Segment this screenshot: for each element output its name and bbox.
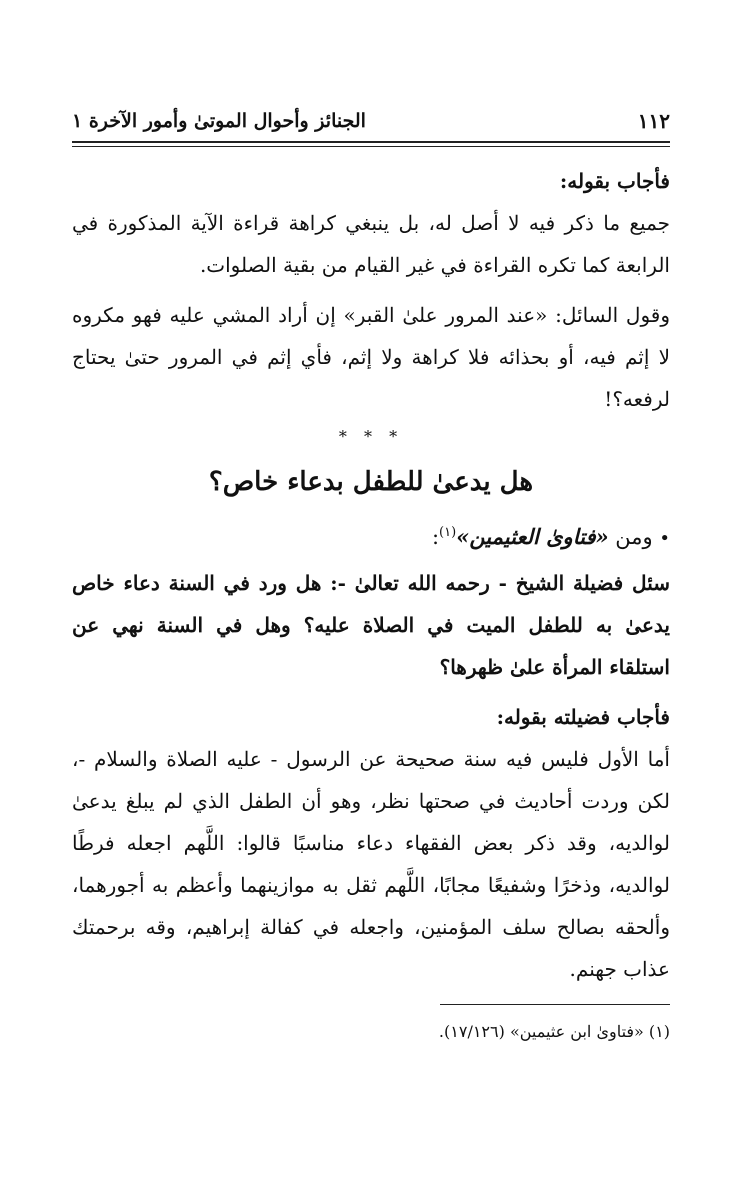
answer-label-2: فأجاب فضيلته بقوله: xyxy=(496,705,670,729)
footnote-marker: (١) xyxy=(439,525,457,540)
source-colon: : xyxy=(431,525,440,549)
answer-text: أما الأول فليس فيه سنة صحيحة عن الرسول - عليه الصلاة والسلام -، لكن وردت أحاديث في صحتها نظر، وهو أن الطفل الذي لم يبلغ يدعىٰ لوالديه، وقد ذكر بعض الفقهاء دعاء مناسبًا قالوا: اللَّهم اجعله فرطًا لوالديه، وذخرًا وشفيعًا مجابًا، اللَّهم ثقل به موازينهما وأعظم به أجورهما، وألحقه بصالح سلف المؤمنين، واجعله في كفالة إبراهيم، وقه برحمتك عذاب جهنم. xyxy=(72,747,670,981)
page-header xyxy=(72,104,670,138)
spacer xyxy=(72,688,670,696)
section-heading: هل يدعىٰ للطفل بدعاء خاص؟ xyxy=(208,467,534,497)
footnote-rule xyxy=(440,1004,670,1005)
source-name: «فتاوىٰ العثيمين» xyxy=(456,524,609,549)
answer-label-1: فأجاب بقوله: xyxy=(559,169,670,193)
spacer xyxy=(72,286,670,294)
page-number: ١١٢ xyxy=(637,109,670,133)
paragraph-2: وقول السائل: «عند المرور علىٰ القبر» إن أراد المشي عليه فهو مكروه لا إثم فيه، أو بحذائه فلا كراهة ولا إثم، فأي إثم في المرور حتىٰ يحتاج لرفعه؟! xyxy=(72,303,670,411)
footnote: (١) «فتاوىٰ ابن عثيمين» (١٧/١٢٦). xyxy=(438,1022,670,1041)
bullet-icon: • xyxy=(659,528,670,549)
header-rule-thin xyxy=(72,146,670,147)
paragraph-1: جميع ما ذكر فيه لا أصل له، بل ينبغي كراهة قراءة الآية المذكورة في الرابعة كما تكره القراءة في غير القيام من بقية الصلوات. xyxy=(72,211,670,277)
page-body xyxy=(72,160,670,1045)
question-text: سئل فضيلة الشيخ - رحمه الله تعالىٰ -: هل ورد في السنة دعاء خاص يدعىٰ به للطفل الميت في الصلاة عليه؟ وهل في السنة نهي عن استلقاء المرأة علىٰ ظهرها؟ xyxy=(72,571,670,679)
source-prefix: ومن xyxy=(615,525,653,549)
source-line xyxy=(72,510,670,562)
section-separator: * * * xyxy=(338,427,404,446)
running-title: الجنائز وأحوال الموتىٰ وأمور الآخرة ١ xyxy=(72,110,366,132)
header-rule-thick xyxy=(72,141,670,143)
